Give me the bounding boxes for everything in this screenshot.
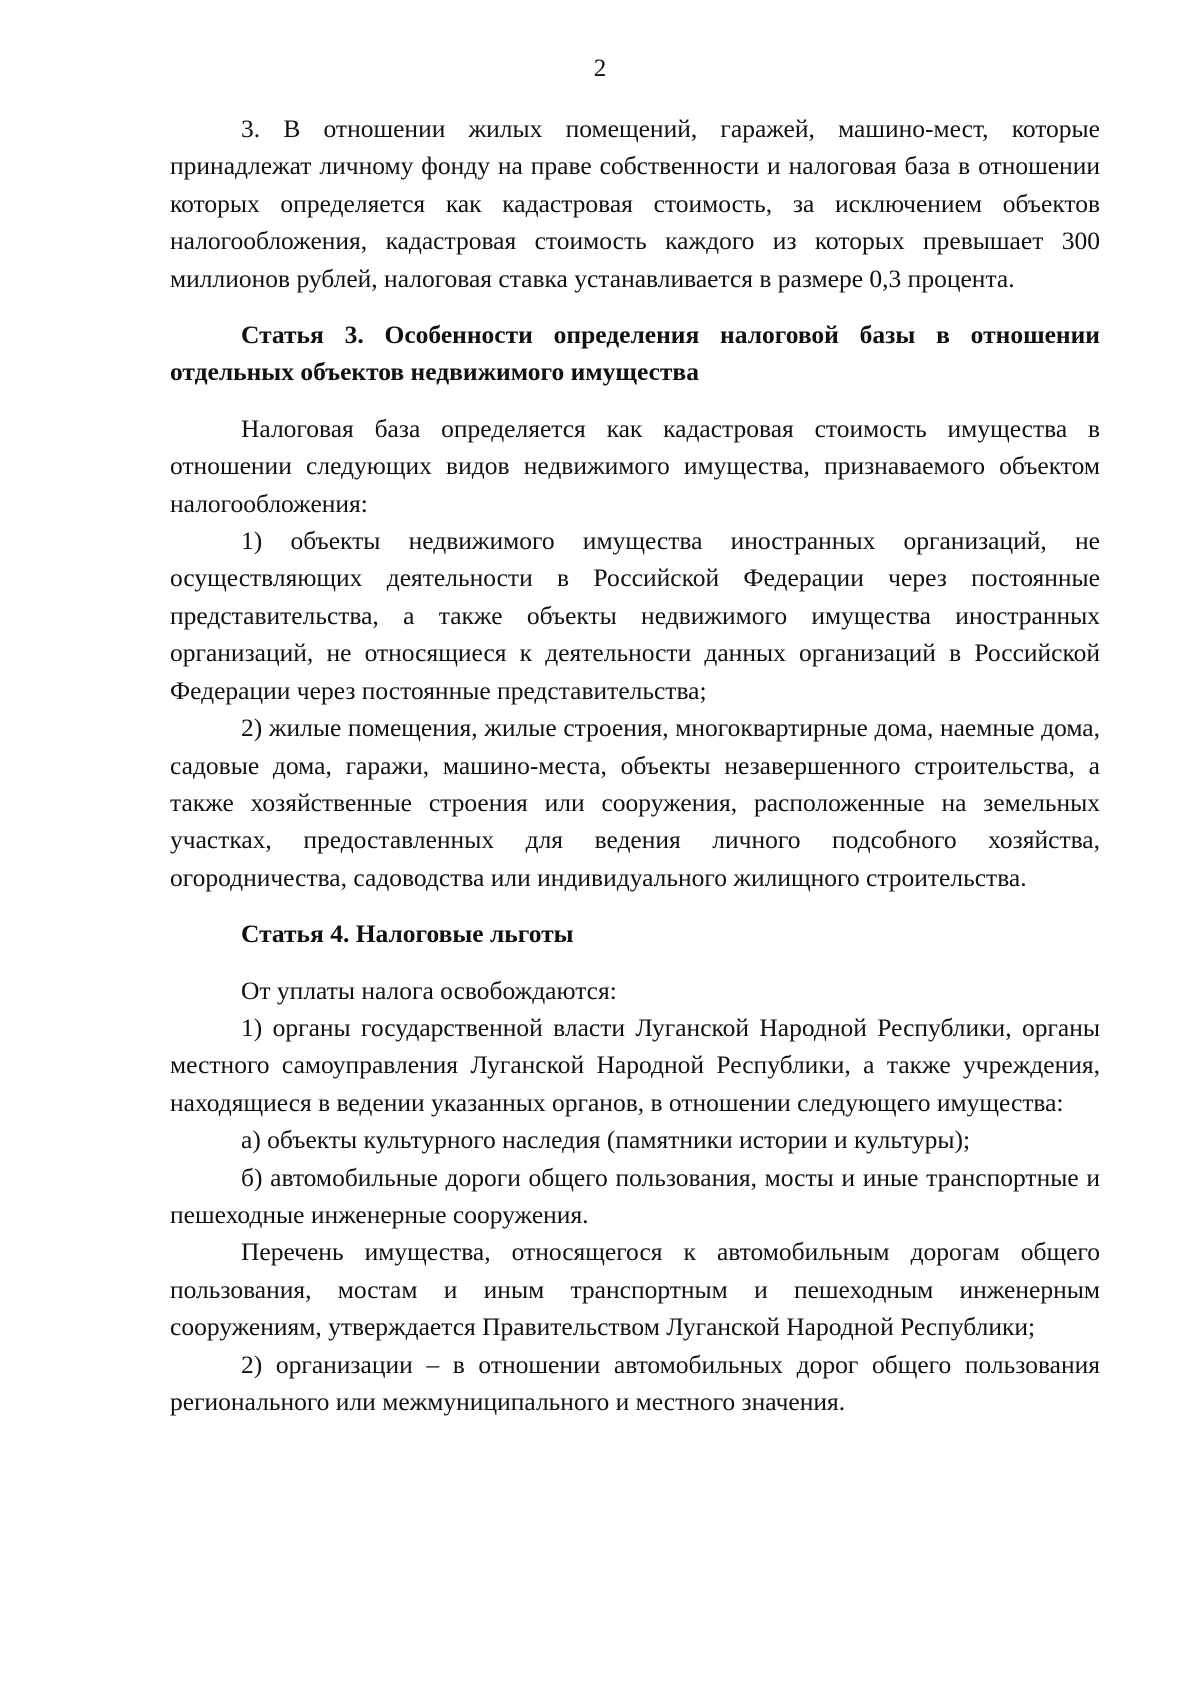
paragraph-subitem-public-roads: б) автомобильные дороги общего пользования, мосты и иные транспортные и пешеходные инженерные сооружения. xyxy=(170,1162,1100,1229)
paragraph-tax-rate-personal-fund: 3. В отношении жилых помещений, гаражей, машино-мест, которые принадлежат личному фонду на праве собственности и налоговая база в отношении которых определяется как кадастровая стоимость, за исключением объектов налогообложения, кадастровая стоимость каждого из которых превышает 300 миллионов рублей, налоговая ставка устанавливается в размере 0,3 процента. xyxy=(170,114,1100,293)
article-4-heading: Статья 4. Налоговые льготы xyxy=(241,919,574,949)
paragraph-item-state-bodies: 1) органы государственной власти Луганской Народной Республики, органы местного самоуправления Луганской Народной Республики, а также учреждения, находящиеся в ведении указанных органов, в отношении следующего имущества: xyxy=(170,1012,1100,1117)
paragraph-subitem-cultural-heritage: а) объекты культурного наследия (памятники истории и культуры); xyxy=(241,1125,971,1155)
paragraph-property-list: Перечень имущества, относящегося к автомобильным дорогам общего пользования, мостам и иным транспортным и пешеходным инженерным сооружениям, утверждается Правительством Луганской Народной Республики; xyxy=(170,1237,1100,1342)
paragraph-item-organizations-roads: 2) организации – в отношении автомобильных дорог общего пользования регионального или межмуниципального и местного значения. xyxy=(170,1349,1100,1416)
document-body xyxy=(170,110,1100,1420)
paragraph-item-foreign-organizations: 1) объекты недвижимого имущества иностранных организаций, не осуществляющих деятельности в Российской Федерации через постоянные представительства, а также объекты недвижимого имущества иностранных организаций, не относящиеся к деятельности данных организаций в Российской Федерации через постоянные представительства; xyxy=(170,526,1100,705)
paragraph-exemptions-intro: От уплаты налога освобождаются: xyxy=(241,975,617,1005)
paragraph-tax-base-intro: Налоговая база определяется как кадастровая стоимость имущества в отношении следующих видов недвижимого имущества, признаваемого объектом налогообложения: xyxy=(170,413,1100,518)
article-3-heading: Статья 3. Особенности определения налоговой базы в отношении отдельных объектов недвижимого имущества xyxy=(170,320,1100,387)
paragraph-item-residential-premises: 2) жилые помещения, жилые строения, многоквартирные дома, наемные дома, садовые дома, гаражи, машино-места, объекты незавершенного строительства, а также хозяйственные строения или сооружения, расположенные на земельных участках, предоставленных для ведения личного подсобного хозяйства, огородничества, садоводства или индивидуального жилищного строительства. xyxy=(170,713,1100,892)
page-number: 2 xyxy=(593,55,607,82)
